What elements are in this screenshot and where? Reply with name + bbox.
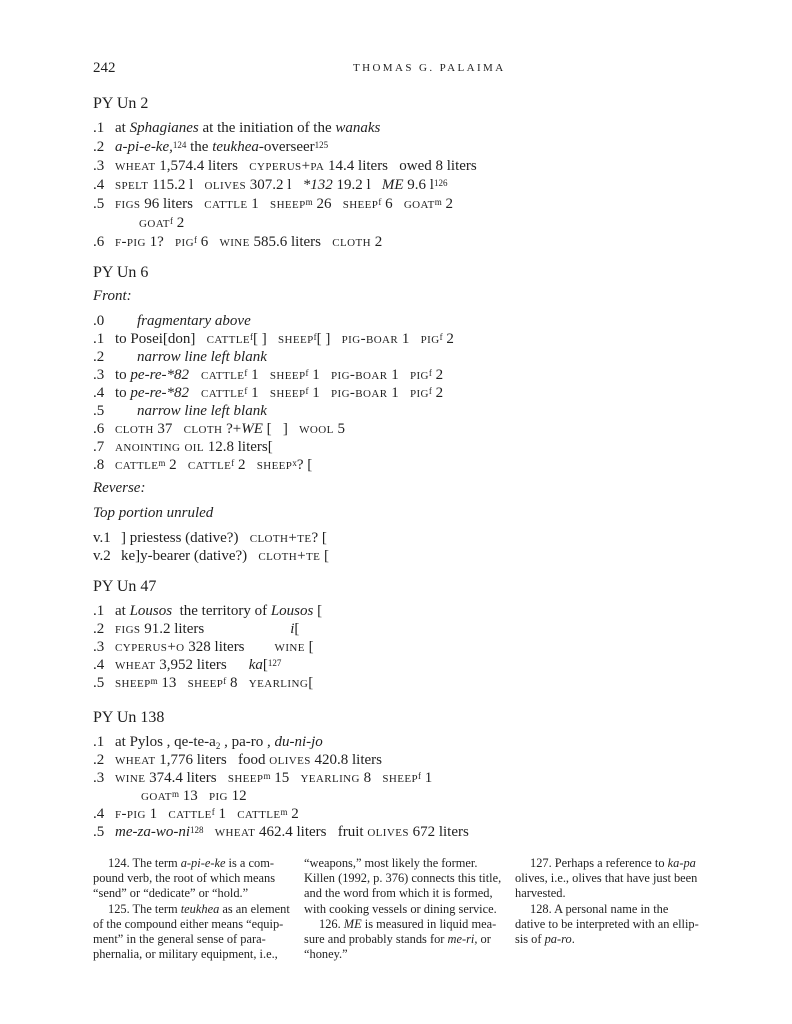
footnote-124: 124. The term a-pi-e-ke is a com-: [108, 856, 274, 870]
un6-line-8: .8 cattle$^m$ 2 cattle$^f$ 2 sheep$^x$? [: [93, 457, 313, 473]
un2-line-2: .2 a-pi-e-ke,$^{124}$ the teukhea-overseer$^{125}$: [93, 139, 329, 155]
un47-line-3: .3 cyperus+o 328 liters wine [: [93, 639, 314, 655]
un2-line-4: .4 spelt 115.2 l olives 307.2 l *132 19.2 l ME 9.6 $l^{126}$: [93, 177, 448, 193]
un6-verso-line-1: v.1 ] priestess (dative?) cloth+te? [: [93, 530, 327, 546]
page-number: 242: [93, 60, 116, 76]
un6-line-2: .2 narrow line left blank: [93, 349, 267, 365]
un138-line-1: .1 at Pylos , $qe-te-a_2$ , pa-ro , du-ni-jo: [93, 734, 323, 751]
footnote-ref-126: 126: [433, 178, 448, 188]
front-label: Front:: [93, 288, 132, 304]
reverse-label: Reverse:: [93, 480, 146, 496]
un6-line-3: .3 to pe-re-*82 cattle$^f$ 1 sheep$^f$ 1 pig-boar 1 pig$^f$ 2: [93, 367, 444, 383]
un6-verso-line-2: v.2 ke]y-bearer (dative?) cloth+te [: [93, 548, 329, 564]
un47-line-2: .2 figs 91.2 liters i[: [93, 621, 300, 637]
un47-line-4: .4 wheat 3,952 liters ka[$^{127}$: [93, 657, 282, 673]
un6-line-0: .0 fragmentary above: [93, 313, 251, 329]
un2-line-5-continuation: goat$^f$ 2: [139, 215, 185, 231]
un2-line-5: .5 figs 96 liters cattle 1 sheep$^m$ 26 sheep$^f$ 6 goat$^m$ 2: [93, 196, 454, 212]
footnote-ref-125: 125: [314, 140, 329, 150]
footnotes-column-2: “weapons,” most likely the former. Killen (1992, p. 376) connects this title, and the word from which it is formed, with cooking vessels or dining service. 126. ME is measured in liquid mea- sure and probably stands for me-ri, or “honey.”: [304, 856, 514, 962]
un6-line-5: .5 narrow line left blank: [93, 403, 267, 419]
un2-line-6: .6 f-pig 1? pig$^f$ 6 wine 585.6 liters cloth 2: [93, 234, 383, 250]
un6-line-7: .7 anointing oil 12.8 liters[: [93, 439, 273, 455]
section-title-un6: PY Un 6: [93, 264, 149, 281]
footnote-128: 128. A personal name in the: [530, 901, 669, 916]
footnote-ref-128: 128: [190, 825, 204, 835]
un138-line-3-continuation: goat$^m$ 13 pig 12: [141, 788, 247, 804]
section-title-un47: PY Un 47: [93, 578, 157, 595]
section-title-un2: PY Un 2: [93, 95, 149, 112]
un6-line-1: .1 to Posei[don] cattle$^f$[ ] sheep$^f$[ ] pig-boar 1 pig$^f$ 2: [93, 331, 454, 347]
un6-line-4: .4 to pe-re-*82 cattle$^f$ 1 sheep$^f$ 1 pig-boar 1 pig$^f$ 2: [93, 385, 444, 401]
un138-line-3: .3 wine 374.4 liters sheep$^m$ 15 yearling 8 sheep$^f$ 1: [93, 770, 433, 786]
page-header: [93, 60, 699, 80]
footnote-ref-124: 124: [172, 140, 187, 150]
un138-line-4: .4 f-pig 1 cattle$^f$ 1 cattle$^m$ 2: [93, 806, 299, 822]
un138-line-5: .5 $me-za-wo-ni^{128}$ wheat 462.4 liters fruit olives 672 liters: [93, 824, 469, 840]
footnote-125: 125. The term teukhea as an element: [108, 901, 290, 916]
footnotes-column-3: 127. Perhaps a reference to ka-pa olives, i.e., olives that have just been harvested. 128. A personal name in the dative to be interpreted with an ellip- sis of pa-ro.: [515, 856, 715, 947]
un138-line-2: .2 wheat 1,776 liters food olives 420.8 liters: [93, 752, 383, 768]
footnote-ref-127: 127: [267, 658, 282, 668]
un47-line-1: .1 at Lousos the territory of Lousos [: [93, 603, 323, 619]
footnote-126: 126. ME is measured in liquid mea-: [319, 916, 497, 931]
un2-line-3: .3 wheat 1,574.4 liters cyperus+pa 14.4 liters owed 8 liters: [93, 158, 477, 174]
top-portion-label: Top portion unruled: [93, 505, 214, 521]
footnote-127: 127. Perhaps a reference to ka-pa: [530, 856, 696, 870]
footnotes-column-1: 124. The term a-pi-e-ke is a com- pound verb, the root of which means “send” or “dedicate” or “hold.” 125. The term teukhea as an element of the compound either means “equip- ment” in the general sense of para- phernalia, or military equipment, i.e.,: [93, 856, 293, 962]
un2-line-1: .1 at Sphagianes at the initiation of the wanaks: [93, 120, 381, 136]
section-title-un138: PY Un 138: [93, 709, 165, 726]
un47-line-5: .5 sheep$^m$ 13 sheep$^f$ 8 yearling[: [93, 675, 314, 691]
running-title: THOMAS G. PALAIMA: [353, 62, 506, 74]
un6-line-6: .6 cloth 37 cloth ?+WE [ ] wool 5: [93, 421, 345, 437]
